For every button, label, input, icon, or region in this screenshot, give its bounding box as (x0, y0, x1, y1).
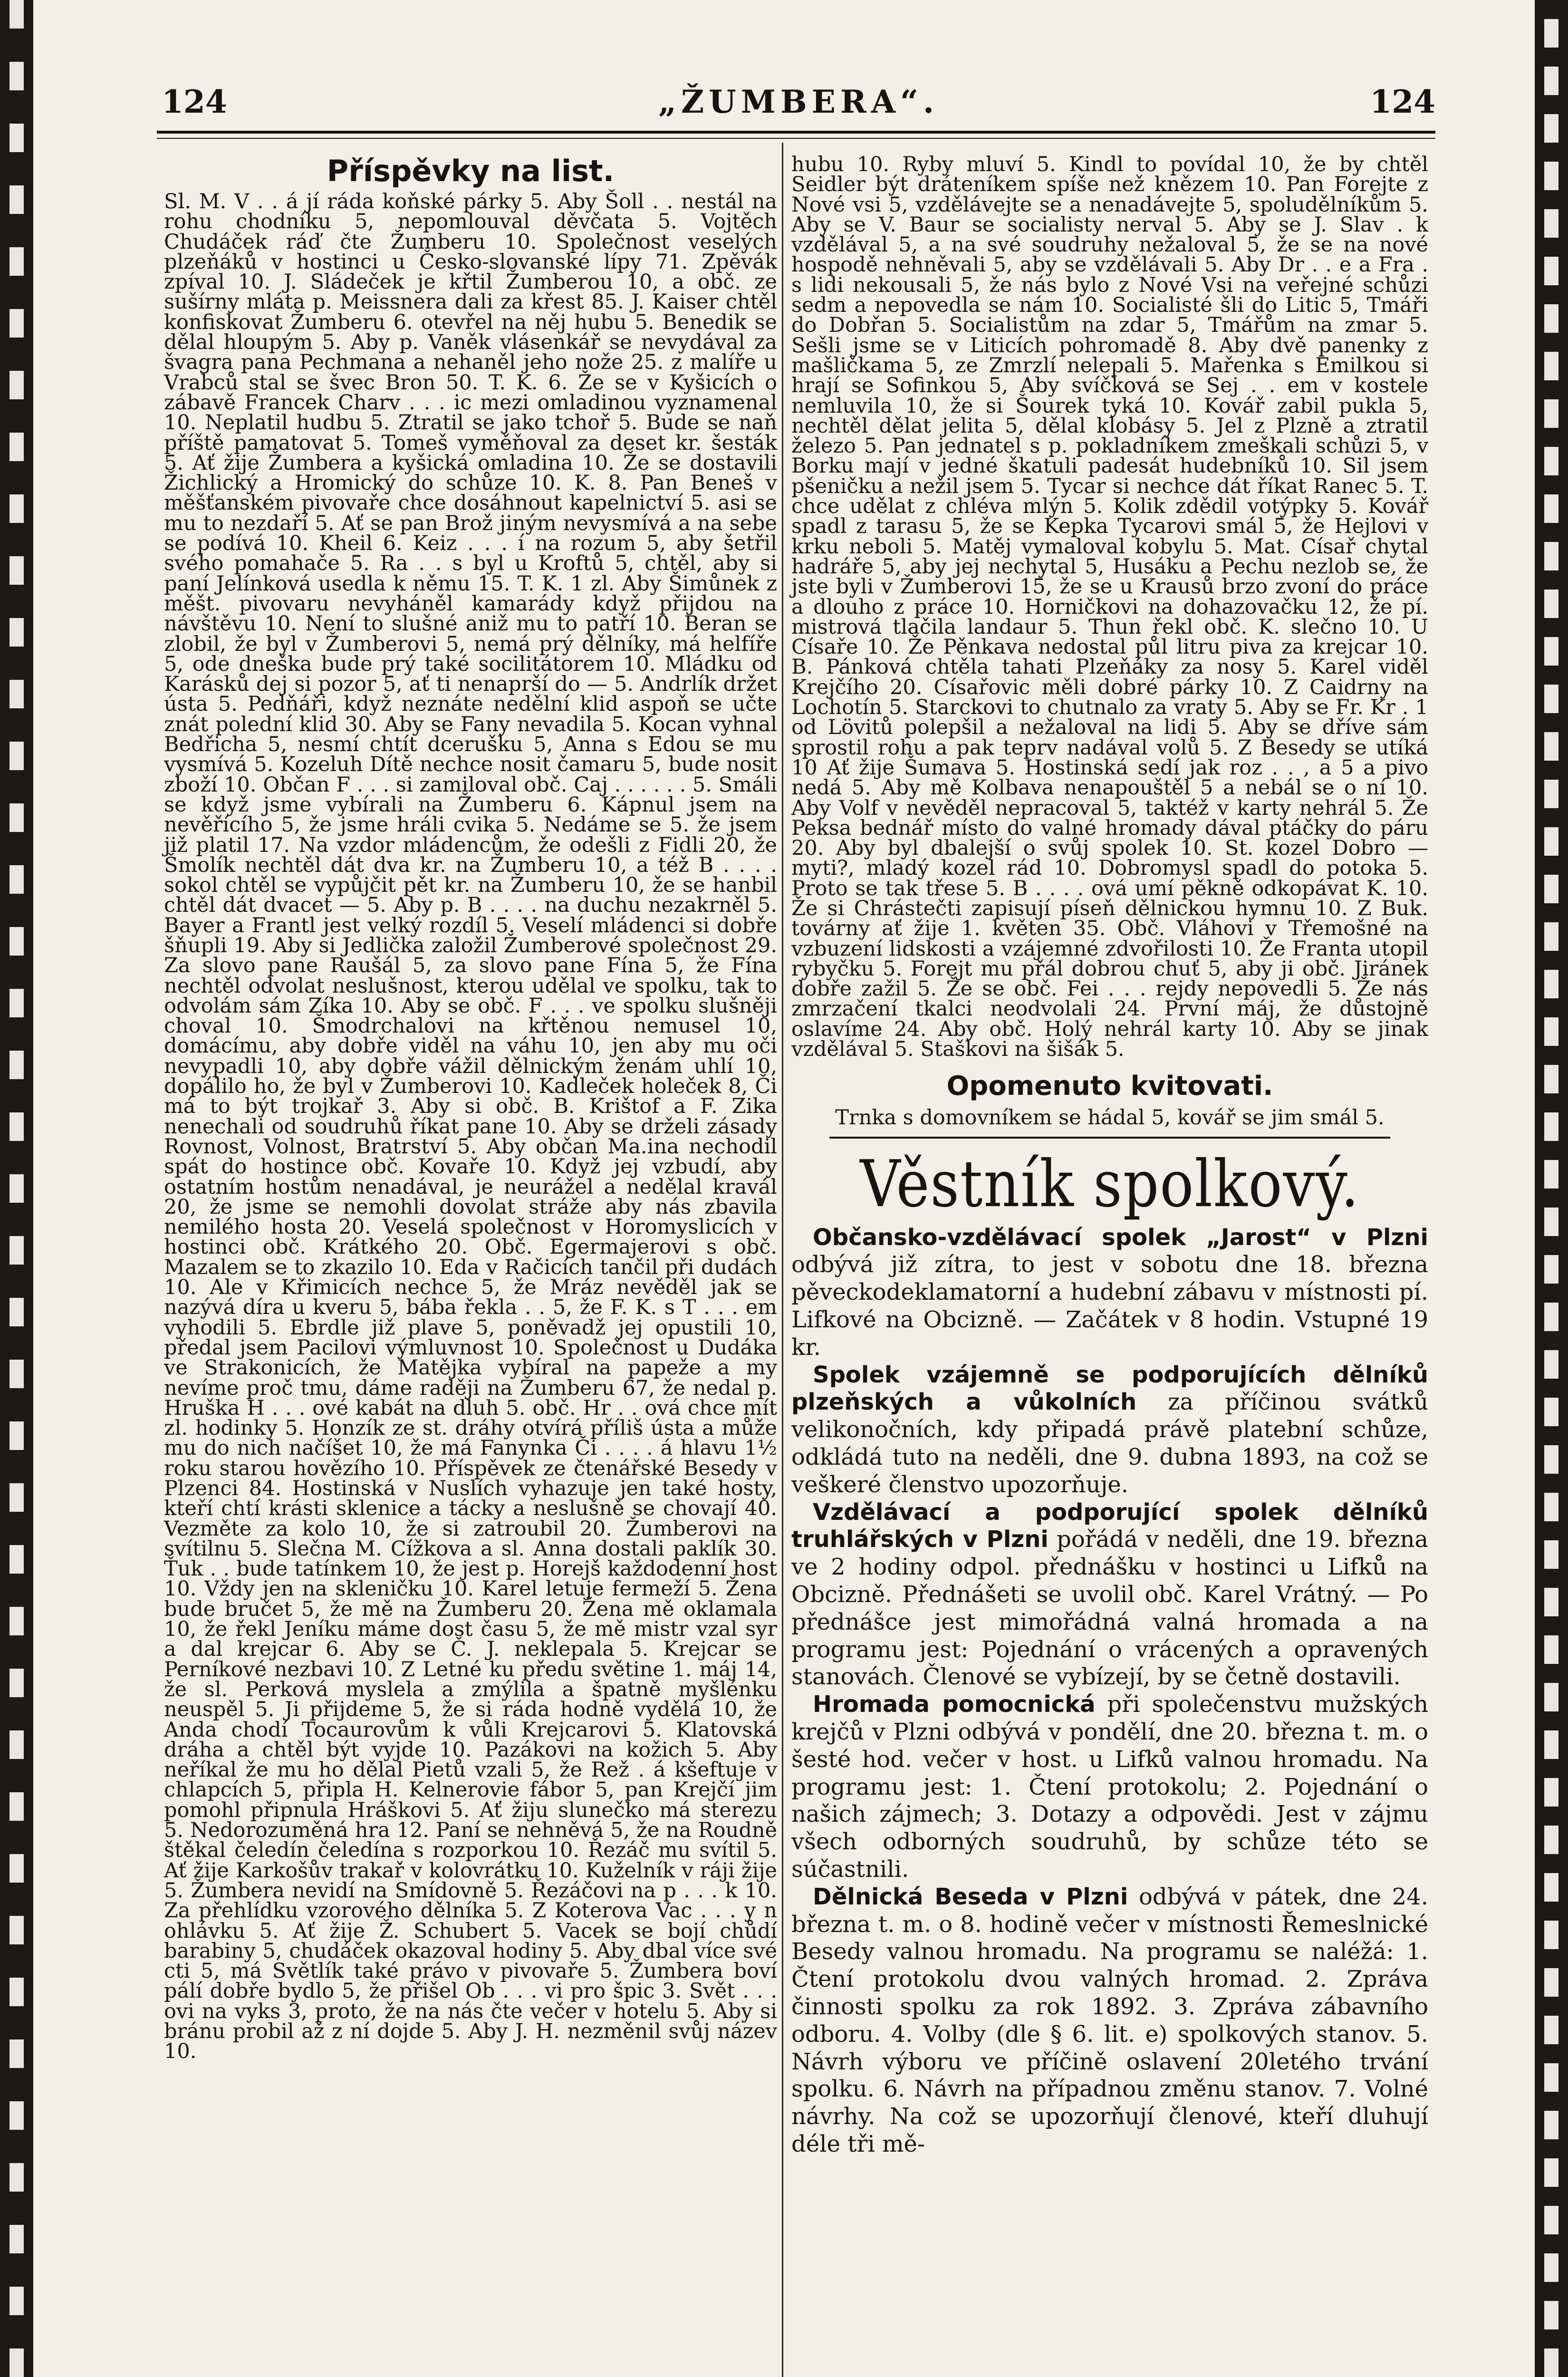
page-number-left: 124 (162, 83, 227, 120)
scan-border-left (0, 0, 33, 2377)
notice-title: Vzdělávací a podporující spolek dělníků truhlářských v Plzni (791, 1498, 1428, 1553)
film-perforation-right (1544, 0, 1558, 2377)
notice-text: pořádá v neděli, dne 19. března ve 2 hodiny odpol. přednášku v hostinci u Lifků na Obcizně. Přednášeti se uvolil obč. Karel Vrátný. — Po přednášce jest mimořádná valná hromada a na programu jest: Pojednání o vrácených a opravených stanovách. Členové se vybízejí, by se četně dostavili. (791, 1526, 1428, 1691)
notice-title: Spolek vzájemně se podporujících dělníků plzeňských a vůkolních (791, 1361, 1428, 1416)
left-column (164, 155, 777, 2062)
notice-item (791, 1362, 1428, 1499)
club-notices (791, 1224, 1428, 2158)
notice-title: Občansko-vzdělávací spolek „Jarost“ v Plzni (813, 1224, 1428, 1251)
scan-border-right (1535, 0, 1568, 2377)
header-rule (157, 131, 1435, 134)
omitted-heading: Opomenuto kvitovati. (946, 1071, 1273, 1102)
notice-title: Dělnická Beseda v Plzni (813, 1883, 1128, 1910)
club-bulletin-heading: Věstník spolkový. (860, 1146, 1360, 1222)
notice-item (791, 1884, 1428, 2158)
page-header (162, 83, 1435, 126)
contributions-text: Sl. M. V . . á jí ráda koňské párky 5. Aby Šoll . . nestál na rohu chodníku 5, nepomlouval děvčata 5. Vojtěch Chudáček ráď čte Žumberu 10. Společnost veselých plzeňáků v hostinci u Česko-slovanské lípy 71. Zpěvák zpíval 10. J. Sládeček je křtil Žumberou 10, a obč. ze sušírny mláta p. Meissnera dali za křest 85. J. Kaiser chtěl konfiskovat Žumberu 6. otevřel na něj hubu 5. Benedik se dělal hloupým 5. Aby p. Vaněk vlásenkář se nevydával za švagra pana Pechmana a nehaněl jeho nože 25. z malíře u Vrabců stal se švec Bron 50. T. K. 6. Že se v Kyšicích o zábavě Francek Charv . . . ic mezi omladinou vyznamenal 10. Neplatil hudbu 5. Ztratil se jako tchoř 5. Bude se naň příště pamatovat 5. Tomeš vyměňoval za deset kr. šesták 5. Ať žije Žumbera a kyšická omladina 10. Že se dostavili Žichlický a Hromický do schůze 10. K. 8. Pan Beneš v měšťanském pivovaře chce dosáhnout kapelnictví 5. asi se mu to nezdaří 5. Ať se pan Brož jiným nevysmívá a na sebe se podívá 10. Kheil 6. Keiz . . . í na rozum 5, aby šetřil svého pomahače 5. Ra . . s byl u Kroftů 5, chtěl, aby si paní Jelínková usedla k němu 15. T. K. 1 zl. Aby Šimůnek z měšt. pivovaru nevyháněl kamarády když přijdou na návštěvu 10. Není to slušné aniž mu to patří 10. Beran se zlobil, že byl v Žumberovi 5, nemá prý dělníky, má helfíře 5, ode dneška bude prý také socilitátorem 10. Mládku od Karásků dej si pozor 5, ať ti nenaprší do — 5. Andrlík držet ústa 5. Pedňáři, když neznáte nedělní klid aspoň se učte znát polední klid 30. Aby se Fany nevadila 5. Kocan vyhnal Bedřicha 5, nesmí chtít dcerušku 5, Anna s Edou se mu vysmívá 5. Kozeluh Dítě nechce nosit čamaru 5, bude nosit zboží 10. Občan F . . . si zamiloval obč. Caj . . . . . . 5. Smáli se když jsme vybírali na Žumberu 6. Kápnul jsem na nevěřícího 5, že jsme hráli cvika 5. Nedáme se 5. že jsem již platil 17. Na vzdor mládencům, že odešli z Fidli 20, že Šmolík nechtěl dát dva kr. na Žumberu 10, a též B . . . . sokol chtěl se vypůjčit pět kr. na Žumberu 10, že se hanbil chtěl dát dvacet — 5. Aby p. B . . . . na duchu nezakrněl 5. Bayer a Frantl jest velký rozdíl 5. Veselí mládenci si dobře šňupli 19. Aby si Jedlička založil Žumberové společnost 29. Za slovo pane Raušál 5, za slovo pane Fína 5, že Fína nechtěl odvolat neslušnost, kterou udělal ve spolku, tak to odvolám sám Zíka 10. Aby se obč. F . . . ve spolku slušněji choval 10. Šmodrchalovi na křtěnou nemusel 10, domácímu, aby dobře viděl na váhu 10, jen aby mu oči nevypadli 10, aby dobře vážil dělnickým ženám uhlí 10, dopálilo ho, že byl v Žumberovi 10. Kadleček holeček 8, Či má to být trojkař 3. Aby si obč. B. Krištof a F. Zika nenechali od soudruhů říkat pane 10. Aby se drželi zásady Rovnost, Volnost, Bratrství 5. Aby občan Ma.ina nechodil spát do hostince obč. Kovaře 10. Když jej vzbudí, aby ostatním hostům nenadával, je neurážel a nedělal kravál 20, že jsme se nemohli dovolat stráže aby nás zbavila nemilého hosta 20. Veselá společnost v Horomyslicích v hostinci obč. Krátkého 20. Obč. Egermajerovi s obč. Mazalem se to zkazilo 10. Eda v Račicích tančil při dudách 10. Ale v Křimicích nechce 5, že Mráz nevěděl jak se nazývá díra u kveru 5, bába řekla . . 5, že F. K. s T . . . em vyhodili 5. Ebrdle již plave 5, poněvadž jej opustili 10, předal jsem Pacilovi výmluvnost 10. Společnost u Dudáka ve Strakonicích, že Matějka vybíral na papeže a my nevíme proč tmu, dáme raději na Žumberu 67, že nedal p. Hruška H . . . ové kabát na dluh 5. obč. Hr . . ová chce mít zl. hodinky 5. Honzík ze st. dráhy otvírá příliš ústa a může mu do nich načíšet 10, že má Fanynka Či . . . . á hlavu 1½ roku starou hovězího 10. Příspěvek ze čtenářské Besedy v Plzenci 84. Hostinská v Nuslích vyhazuje jen také hosty, kteří chtí krásti sklenice a tácky a neslušně se chovají 40. Vezměte za kolo 10, že si zatroubil 20. Žumberovi na svítilnu 5. Slečna M. Cížkova a sl. Anna dostali paklík 30. Ťuk . . bude tatínkem 10, že jest p. Horejš každodenní host 10. Vždy jen na skleničku 10. Karel letuje fermeží 5. Žena bude bručet 5, že mě na Žumberu 20. Žena mě oklamala 10, že řekl Jeníku máme dost času 5, že mě mistr vzal syr a dal krejcar 6. Aby se Č. J. neklepala 5. Krejcar se Perníkové nezbavi 10. Z Letné ku předu světine 1. máj 14, že sl. Perková myslela a zmýlila a špatně myšlénku neuspěl 5. Ji přijdeme 5, že si ráda hodně vydělá 10, že Anda chodí Tocaurovům k vůli Krejcarovi 5. Klatovská dráha a chtěl být vyjde 10. Pazákovi na kožich 5. Aby neříkal že mu ho dělal Pietů vzali 5, že Rež . á kšeftuje v chlapcích 5, připla H. Kelnerovie fábor 5, pan Krejčí jim pomohl připnula Hráškovi 5. Ať žiju slunečko má sterezu 5. Nedorozuměná hra 12. Paní se nehněvá 5, že na Roudně štěkal čeledín čeledína s rozporkou 10. Řezáč mu svítil 5. Ať žije Karkošův trakař v kolovrátku 10. Kuželník v ráji žije 5. Žumbera nevidí na Smídovně 5. Řezáčovi na p . . . k 10. Za přehlídku vzorového dělníka 5. Z Koterova Vac . . . y n ohlávku 5. Ať žije Ž. Schubert 5. Vacek se bojí chůdí barabiny 5, chudáček okazoval hodiny 5. Aby dbal více své cti 5, má Světlík také právo v pivovaře 5. Žumbera boví pálí dobře bydlo 5, že přišel Ob . . . vi pro špic 3. Svět . . . ovi na vyks 3, proto, že na nás čte večer v hotelu 5. Aby si bránu probil až z ní dojde 5. Aby J. H. nezměnil svůj název 10. (164, 190, 777, 2064)
contributions-heading: Příspěvky na list. (327, 154, 615, 188)
notice-text: odbývá již zítra, to jest v sobotu dne 18. března pěveckodeklamatorní a hudební zábavu v místnosti pí. Lifkové na Obcizně. — Začátek v 8 hodin. Vstupné 19 kr. (791, 1251, 1428, 1361)
section-divider (829, 1137, 1390, 1139)
header-rule-thin (157, 138, 1435, 139)
film-perforation-left (10, 0, 24, 2377)
newspaper-title: „ŽUMBERA“. (658, 83, 939, 120)
notice-text: odbývá v pátek, dne 24. března t. m. o 8. hodině večer v místnosti Řemeslnické Besedy valnou hromadu. Na programu se naléžá: 1. Čtení protokolu dvou valných hromad. 2. Zpráva činnosti spolku za rok 1892. 3. Zpráva zábavního odboru. 4. Volby (dle § 6. lit. e) spolkových stanov. 5. Návrh výboru ve příčině oslavení 20letého trvání spolku. 6. Návrh na případnou změnu stanov. 7. Volné návrhy. Na což se upozorňují členové, kteří dluhují déle tři mě- (791, 1883, 1428, 2157)
contributions-continued-text: hubu 10. Ryby mluví 5. Kindl to povídal 10, že by chtěl Seidler být dráteníkem spíše než knězem 10. Pan Forejte z Nové vsi 5, vzdělávejte se a nenadávejte 5, spoludělníkům 5. Aby se V. Baur se socialisty nerval 5. Aby se J. Slav . k vzdělával 5, a na své soudruhy nežaloval 5, že se na nové hospodě nehněvali 5, aby se vzdělávali 5. Aby Dr . . e a Fra . s lidi nekousali 5, že nás bylo z Nové Vsi na veřejné schůzi sedm a nepovedla se nám 10. Socialisté šli do Litic 5, Tmáři do Dobřan 5. Socialistům na zdar 5, Tmářům na zmar 5. Sešli jsme se v Liticích pohromadě 8. Aby dvě panenky z mašličkama 5, ze Zmrzlí nelepali 5. Mařenka s Emilkou si hrají se Sofinkou 5, Aby svíčková se Sej . . em v kostele nemluvila 10, že si Šourek tyká 10. Kovář zabil pukla 5, nechtěl dělat jelita 5, dělal klobásy 5. Jel z Plzně a ztratil železo 5. Pan jednatel s p. pokladníkem zmeškali schůzi 5, v Borku mají v jedné škatuli padesát hudebníků 10. Sil jsem pšeničku a nežil jsem 5. Tycar si nechce dát říkat Ranec 5. T. chce udělat z chléva mlýn 5. Kolik zdědil votýpky 5. Kovář spadl z tarasu 5, že se Kepka Tycarovi smál 5, že Hejlovi v krku neboli 5. Matěj vymaloval kobylu 5. Mat. Císař chytal hadráře 5, aby jej nechytal 5, Husáku a Pechu nezlob se, že jste byli v Žumberovi 15, že se u Krausů brzo zvoní do práce a dlouho z práce 10. Horničkovi na dohazovačku 12, že pí. mistrová tlačila landaur 5. Thun řekl obč. K. slečno 10. U Císaře 10. Že Pěnkava nedostal půl litru piva za krejcar 10. B. Pánková chtěla tahati Plzeňáky za nosy 5. Karel viděl Krejčího 20. Císařovic měli dobré párky 10. Z Caidrny na Lochotín 5. Starckovi to chutnalo za vraty 5. Aby se Fr. Kr . 1 od Lövitů polepšil a nežaloval na lidi 5. Aby se dříve sám sprostil rohu a pak teprv nadával volů 5. Z Besedy se utíká 10 Ať žije Šumava 5. Hostinská sedí jak roz . . , a 5 a pivo nedá 5. Aby mě Kolbava nenapouštěl 5 a nebál se o ní 10. Aby Volf v nevěděl nepracoval 5, taktéž v karty nehrál 5. Že Peksa bednář místo do valné hromady dával ptáčky do páru 20. Aby byl dbalejší o svůj spolek 10. St. kozel Dobro — myti?, mladý kozel rád 10. Dobromysl spadl do potoka 5. Proto se tak třese 5. B . . . . ová umí pěkně odkopávat K. 10. Že si Chrástečti zapisují píseň dělnickou hymnu 10. Z Buk. továrny ať žije 1. květen 35. Obč. Vláhovi v Třemošné na vzbuzení lidskosti a vzájemné zdvořilosti 10. Že Franta utopil rybyčku 5. Forejt mu přál dobrou chuť 5, aby ji obč. Jiránek dobře zažil 5. Že se obč. Fei . . . rejdy nepovedli 5. Že nás zmrzačení tkalci neodvolali 24. První máj, že důstojně oslavíme 24. Aby obč. Holý nehrál karty 10. Aby se jinak vzdělával 5. Staškovi na šišák 5. (791, 153, 1428, 1062)
notice-title: Hromada pomocnická (813, 1691, 1096, 1718)
right-column (791, 155, 1428, 2158)
page-number-right: 124 (1370, 83, 1435, 120)
notice-item (791, 1691, 1428, 1884)
notice-item (791, 1499, 1428, 1691)
notice-text: za příčinou svátků velikonočních, kdy připadá právě platební schůze, odkládá tuto na neděli, dne 9. dubna 1893, na což se veškeré členstvo upozorňuje. (791, 1389, 1428, 1498)
omitted-text: Trnka s domovníkem se hádal 5, kovář se jim smál 5. (835, 1106, 1385, 1130)
notice-item (791, 1224, 1428, 1362)
notice-text: při společenstvu mužských krejčů v Plzni odbývá v pondělí, dne 20. března t. m. o šesté hod. večer v host. u Lifků valnou hromadu. Na programu jest: 1. Čtení protokolu; 2. Pojednání o našich zájmech; 3. Dotazy a odpovědi. Jest v zájmu všech odborných soudruhů, by schůze této se súčastnili. (791, 1691, 1428, 1883)
column-divider (782, 143, 783, 2377)
